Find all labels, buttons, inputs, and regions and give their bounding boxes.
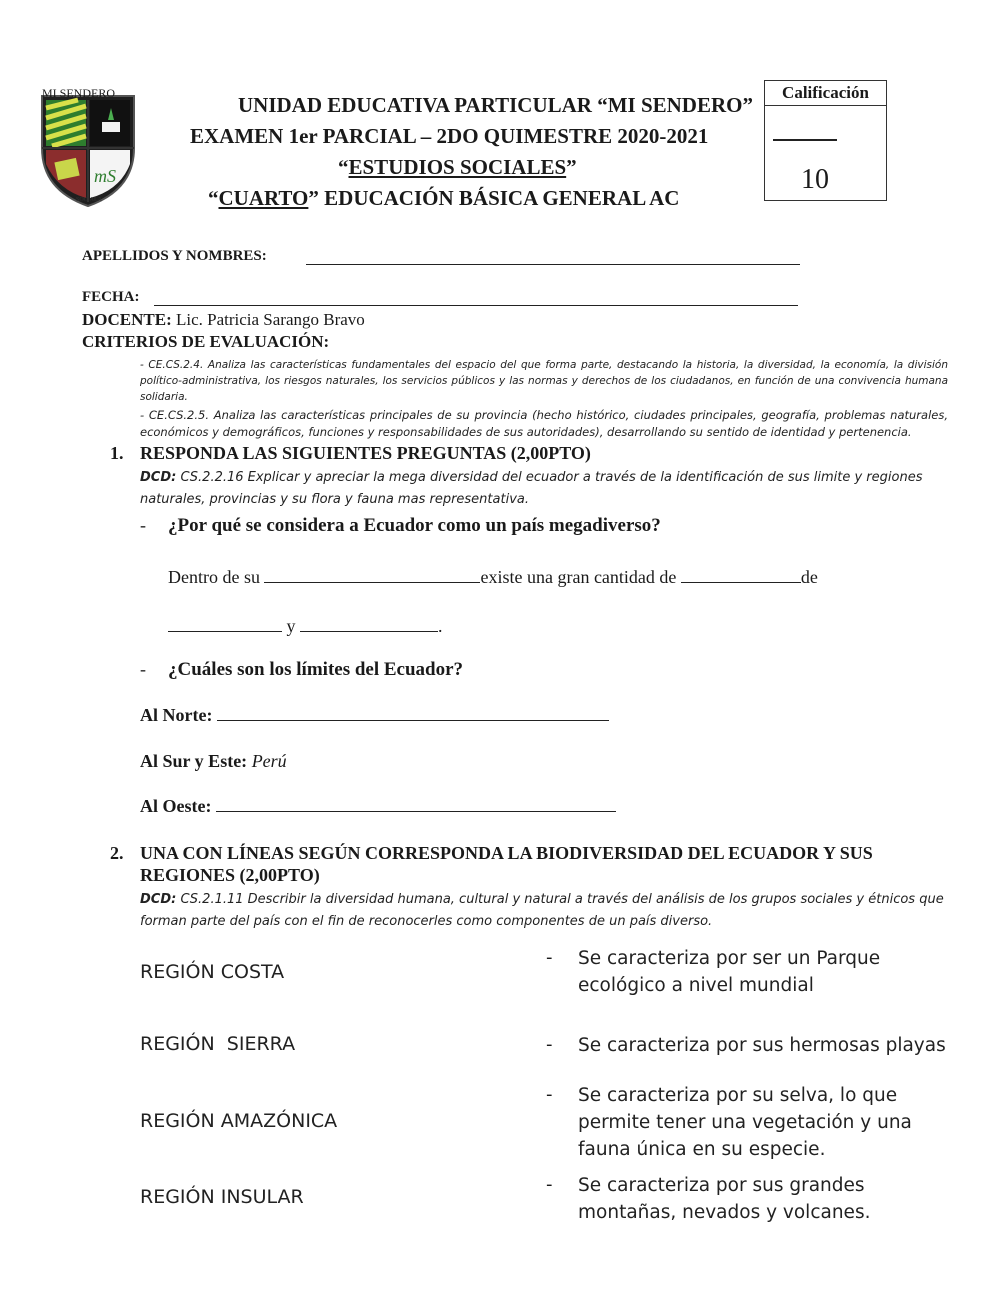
grade-max: 10 — [801, 164, 829, 195]
teacher-line — [82, 310, 365, 330]
q1-text-d: y — [286, 616, 296, 636]
quote-close: ” — [566, 155, 577, 179]
blank-1[interactable] — [264, 568, 480, 583]
section2-dcd — [140, 889, 950, 933]
region-amazonica[interactable]: REGIÓN AMAZÓNICA — [140, 1110, 338, 1132]
criteria-label: CRITERIOS DE EVALUACIÓN: — [82, 332, 330, 351]
region-costa[interactable]: REGIÓN COSTA — [140, 961, 285, 983]
region-sierra[interactable]: REGIÓN SIERRA — [140, 1033, 296, 1055]
quote-open-2: “ — [208, 186, 219, 210]
blank-3[interactable] — [168, 617, 282, 632]
desc-bullet-3: - — [546, 1084, 553, 1105]
blank-4[interactable] — [300, 617, 438, 632]
region-insular[interactable]: REGIÓN INSULAR — [140, 1186, 304, 1208]
names-field — [82, 248, 267, 265]
north-row — [140, 705, 609, 726]
teacher-name: Lic. Patricia Sarango Bravo — [175, 310, 365, 329]
q1-fill-line-2 — [168, 616, 443, 637]
teacher-label: DOCENTE: — [82, 310, 172, 329]
dcd-text: CS.2.2.16 Explicar y apreciar la mega diversidad del ecuador a través de la identificación de sus limite y regiones naturales, provincias y su flora y fauna mas representativa. — [140, 470, 923, 507]
exam-title: EXAMEN 1er PARCIAL – 2DO QUIMESTRE 2020-2021 — [190, 124, 709, 148]
desc-bullet-1: - — [546, 947, 553, 968]
dcd-text-2: CS.2.1.11 Describir la diversidad humana, cultural y natural a través del análisis de los grupos sociales y étnicos que forman parte del país con el fin de reconocerles como componentes de un país diverso. — [140, 892, 944, 929]
school-crest-icon — [36, 86, 140, 210]
section2-number: 2. — [110, 843, 124, 863]
course-rest: ” EDUCACIÓN BÁSICA GENERAL AC — [308, 186, 680, 210]
course-grade: CUARTO — [218, 186, 309, 210]
description-2[interactable]: Se caracteriza por sus hermosas playas — [578, 1035, 946, 1056]
q1-text-c: de — [800, 567, 818, 587]
west-row — [140, 796, 616, 817]
south-value: Perú — [251, 751, 287, 771]
school-title: UNIDAD EDUCATIVA PARTICULAR “MI SENDERO” — [238, 93, 753, 117]
grade-label: Calificación — [765, 81, 886, 106]
north-label: Al Norte: — [140, 705, 213, 725]
question-2: ¿Cuáles son los límites del Ecuador? — [168, 659, 464, 680]
quote-open: “ — [338, 155, 349, 179]
grade-box — [764, 80, 887, 201]
west-label: Al Oeste: — [140, 796, 212, 816]
section2-title-2: REGIONES (2,00PTO) — [140, 865, 320, 885]
description-4[interactable]: Se caracteriza por sus grandes montañas, nevados y volcanes. — [578, 1175, 871, 1223]
description-1[interactable]: Se caracteriza por ser un Parque ecológico a nivel mundial — [578, 948, 881, 996]
logo-initials: mS — [94, 166, 116, 186]
q1-text-e: . — [438, 616, 443, 636]
dcd-label-2: DCD: — [140, 892, 177, 907]
school-logo — [36, 86, 140, 210]
date-field — [82, 289, 140, 306]
question-1: ¿Por qué se considera a Ecuador como un país megadiverso? — [168, 515, 661, 536]
q2-bullet: - — [140, 659, 146, 679]
course-title — [208, 186, 679, 211]
dcd-label: DCD: — [140, 470, 177, 485]
grade-input-line[interactable] — [773, 139, 837, 141]
section1-title: RESPONDA LAS SIGUIENTES PREGUNTAS (2,00PTO) — [140, 443, 591, 463]
date-input-line[interactable] — [154, 305, 798, 306]
south-label: Al Sur y Este: — [140, 751, 248, 771]
desc-bullet-2: - — [546, 1034, 553, 1055]
q1-bullet: - — [140, 515, 146, 535]
logo-name: MI SENDERO — [42, 86, 116, 100]
names-input-line[interactable] — [306, 264, 800, 265]
q1-text-a: Dentro de su — [168, 567, 260, 587]
section1-number: 1. — [110, 443, 124, 463]
names-label: APELLIDOS Y NOMBRES: — [82, 248, 267, 264]
north-blank[interactable] — [217, 706, 609, 721]
section1-dcd — [140, 467, 940, 511]
desc-bullet-4: - — [546, 1174, 553, 1195]
blank-2[interactable] — [681, 568, 801, 583]
criteria-1: - CE.CS.2.4. Analiza las características fundamentales del espacio del que forma parte, destacando la historia, la diversidad, la economía, la división político-administrativa, los riesgos naturales, los servicios públicos y las normas y derechos de los ciudadanos, en función de una convivencia humana solidaria. — [140, 359, 948, 403]
criteria-2: - CE.CS.2.5. Analiza las características principales de su provincia (hecho histórico, ciudades principales, geografía, problemas naturales, económicos y demográficos, funciones y responsabilidades de sus autoridades), desarrollando su sentido de identidad y pertenencia. — [140, 408, 948, 439]
date-label: FECHA: — [82, 289, 140, 305]
south-row — [140, 751, 287, 772]
logo-motto: SOCIALA — [76, 197, 103, 203]
subject-name: ESTUDIOS SOCIALES — [348, 155, 567, 179]
q1-text-b: existe una gran cantidad de — [480, 567, 677, 587]
description-3[interactable]: Se caracteriza por su selva, lo que permite tener una vegetación y una fauna única en su especie. — [578, 1085, 912, 1160]
subject-title — [338, 155, 577, 180]
west-blank[interactable] — [216, 797, 616, 812]
section2-title-1: UNA CON LÍNEAS SEGÚN CORRESPONDA LA BIODIVERSIDAD DEL ECUADOR Y SUS — [140, 843, 873, 863]
q1-fill-line-1 — [168, 567, 818, 588]
